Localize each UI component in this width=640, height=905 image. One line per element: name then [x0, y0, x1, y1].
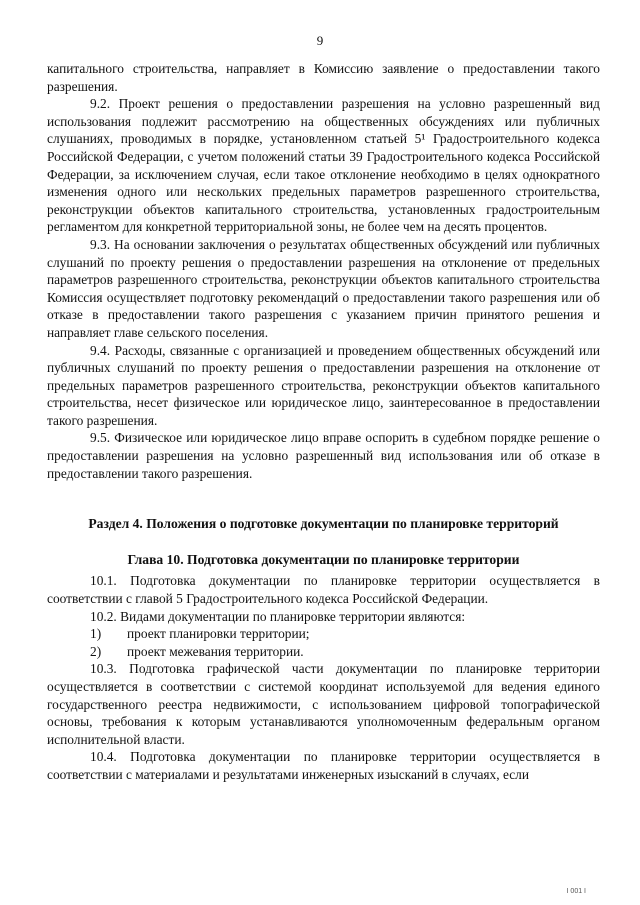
section-heading: Раздел 4. Положения о подготовке документации по планировке территорий [88, 516, 559, 532]
paragraph-10-4: 10.4. Подготовка документации по планировке территории осуществляется в соответствии с материалами и результатами инженерных изысканий в случаях, если [47, 749, 600, 782]
paragraph-continuation: капитального строительства, направляет в Комиссию заявление о предоставлении такого разрешения. [47, 61, 600, 94]
list-item [47, 643, 600, 661]
paragraph-10-2: 10.2. Видами документации по планировке территории являются: [90, 608, 466, 624]
paragraph-9-5: 9.5. Физическое или юридическое лицо вправе оспорить в судебном порядке решение о предоставлении разрешения на условно разрешенный вид использования или об отказе в предоставлении такого разрешения. [47, 430, 600, 481]
paragraph-10-1: 10.1. Подготовка документации по планировке территории осуществляется в соответствии с главой 5 Градостроительного кодекса Российской Федерации. [47, 573, 600, 607]
chapter-heading: Глава 10. Подготовка документации по планировке территории [127, 551, 520, 567]
paragraph-9-2: 9.2. Проект решения о предоставлении разрешения на условно разрешенный вид использования подлежит рассмотрению на общественных обсуждениях или публичных слушаниях, проводимых в порядке, установленном статьей 5¹ Градостроительного кодекса Российской Федерации, с учетом положений статьи 39 Градостроительного кодекса Российской Федерации, за исключением случая, если такое отклонение необходимо в целях однократного изменения одного или нескольких предельных параметров разрешенного строительства, реконструкции объектов капитального строительства, установленных градостроительным регламентом для конкретной территориальной зоны, не более чем на десять процентов. [47, 96, 600, 235]
footer-mark: I 001 I [566, 888, 586, 895]
list-item [47, 625, 600, 643]
list-item-number: 2) [90, 643, 102, 659]
paragraph-9-4: 9.4. Расходы, связанные с организацией и проведением общественных обсуждений или публичных слушаний по проекту решения о предоставлении разрешения на отклонение от предельных параметров разрешенного строительства, реконструкции объектов капитального строительства, несет физическое или юридическое лицо, заинтересованное в предоставлении такого разрешения. [47, 342, 600, 428]
paragraph-9-3: 9.3. На основании заключения о результатах общественных обсуждений или публичных слушаний по проекту решения о предоставлении разрешения на отклонение от предельных параметров разрешенного строительства, реконструкции объектов капитального строительства Комиссия осуществляет подготовку рекомендаций о предоставлении такого разрешения или об отказе в предоставлении такого разрешения с указанием причин принятого решения и направляет главе сельского поселения. [47, 236, 600, 340]
list-item-number: 1) [90, 626, 102, 642]
paragraph-10-3: 10.3. Подготовка графической части документации по планировке территории осуществляется в соответствии с системой координат используемой для ведения единого государственного реестра недвижимости, с использованием цифровой топографической основы, требования к которым устанавливаются уполномоченным федеральным органом исполнительной власти. [47, 661, 600, 747]
page-number: 9 [316, 33, 324, 48]
document-body [47, 60, 600, 784]
list-item-text: проект планировки территории; [127, 626, 310, 642]
list-item-text: проект межевания территории. [127, 643, 304, 659]
